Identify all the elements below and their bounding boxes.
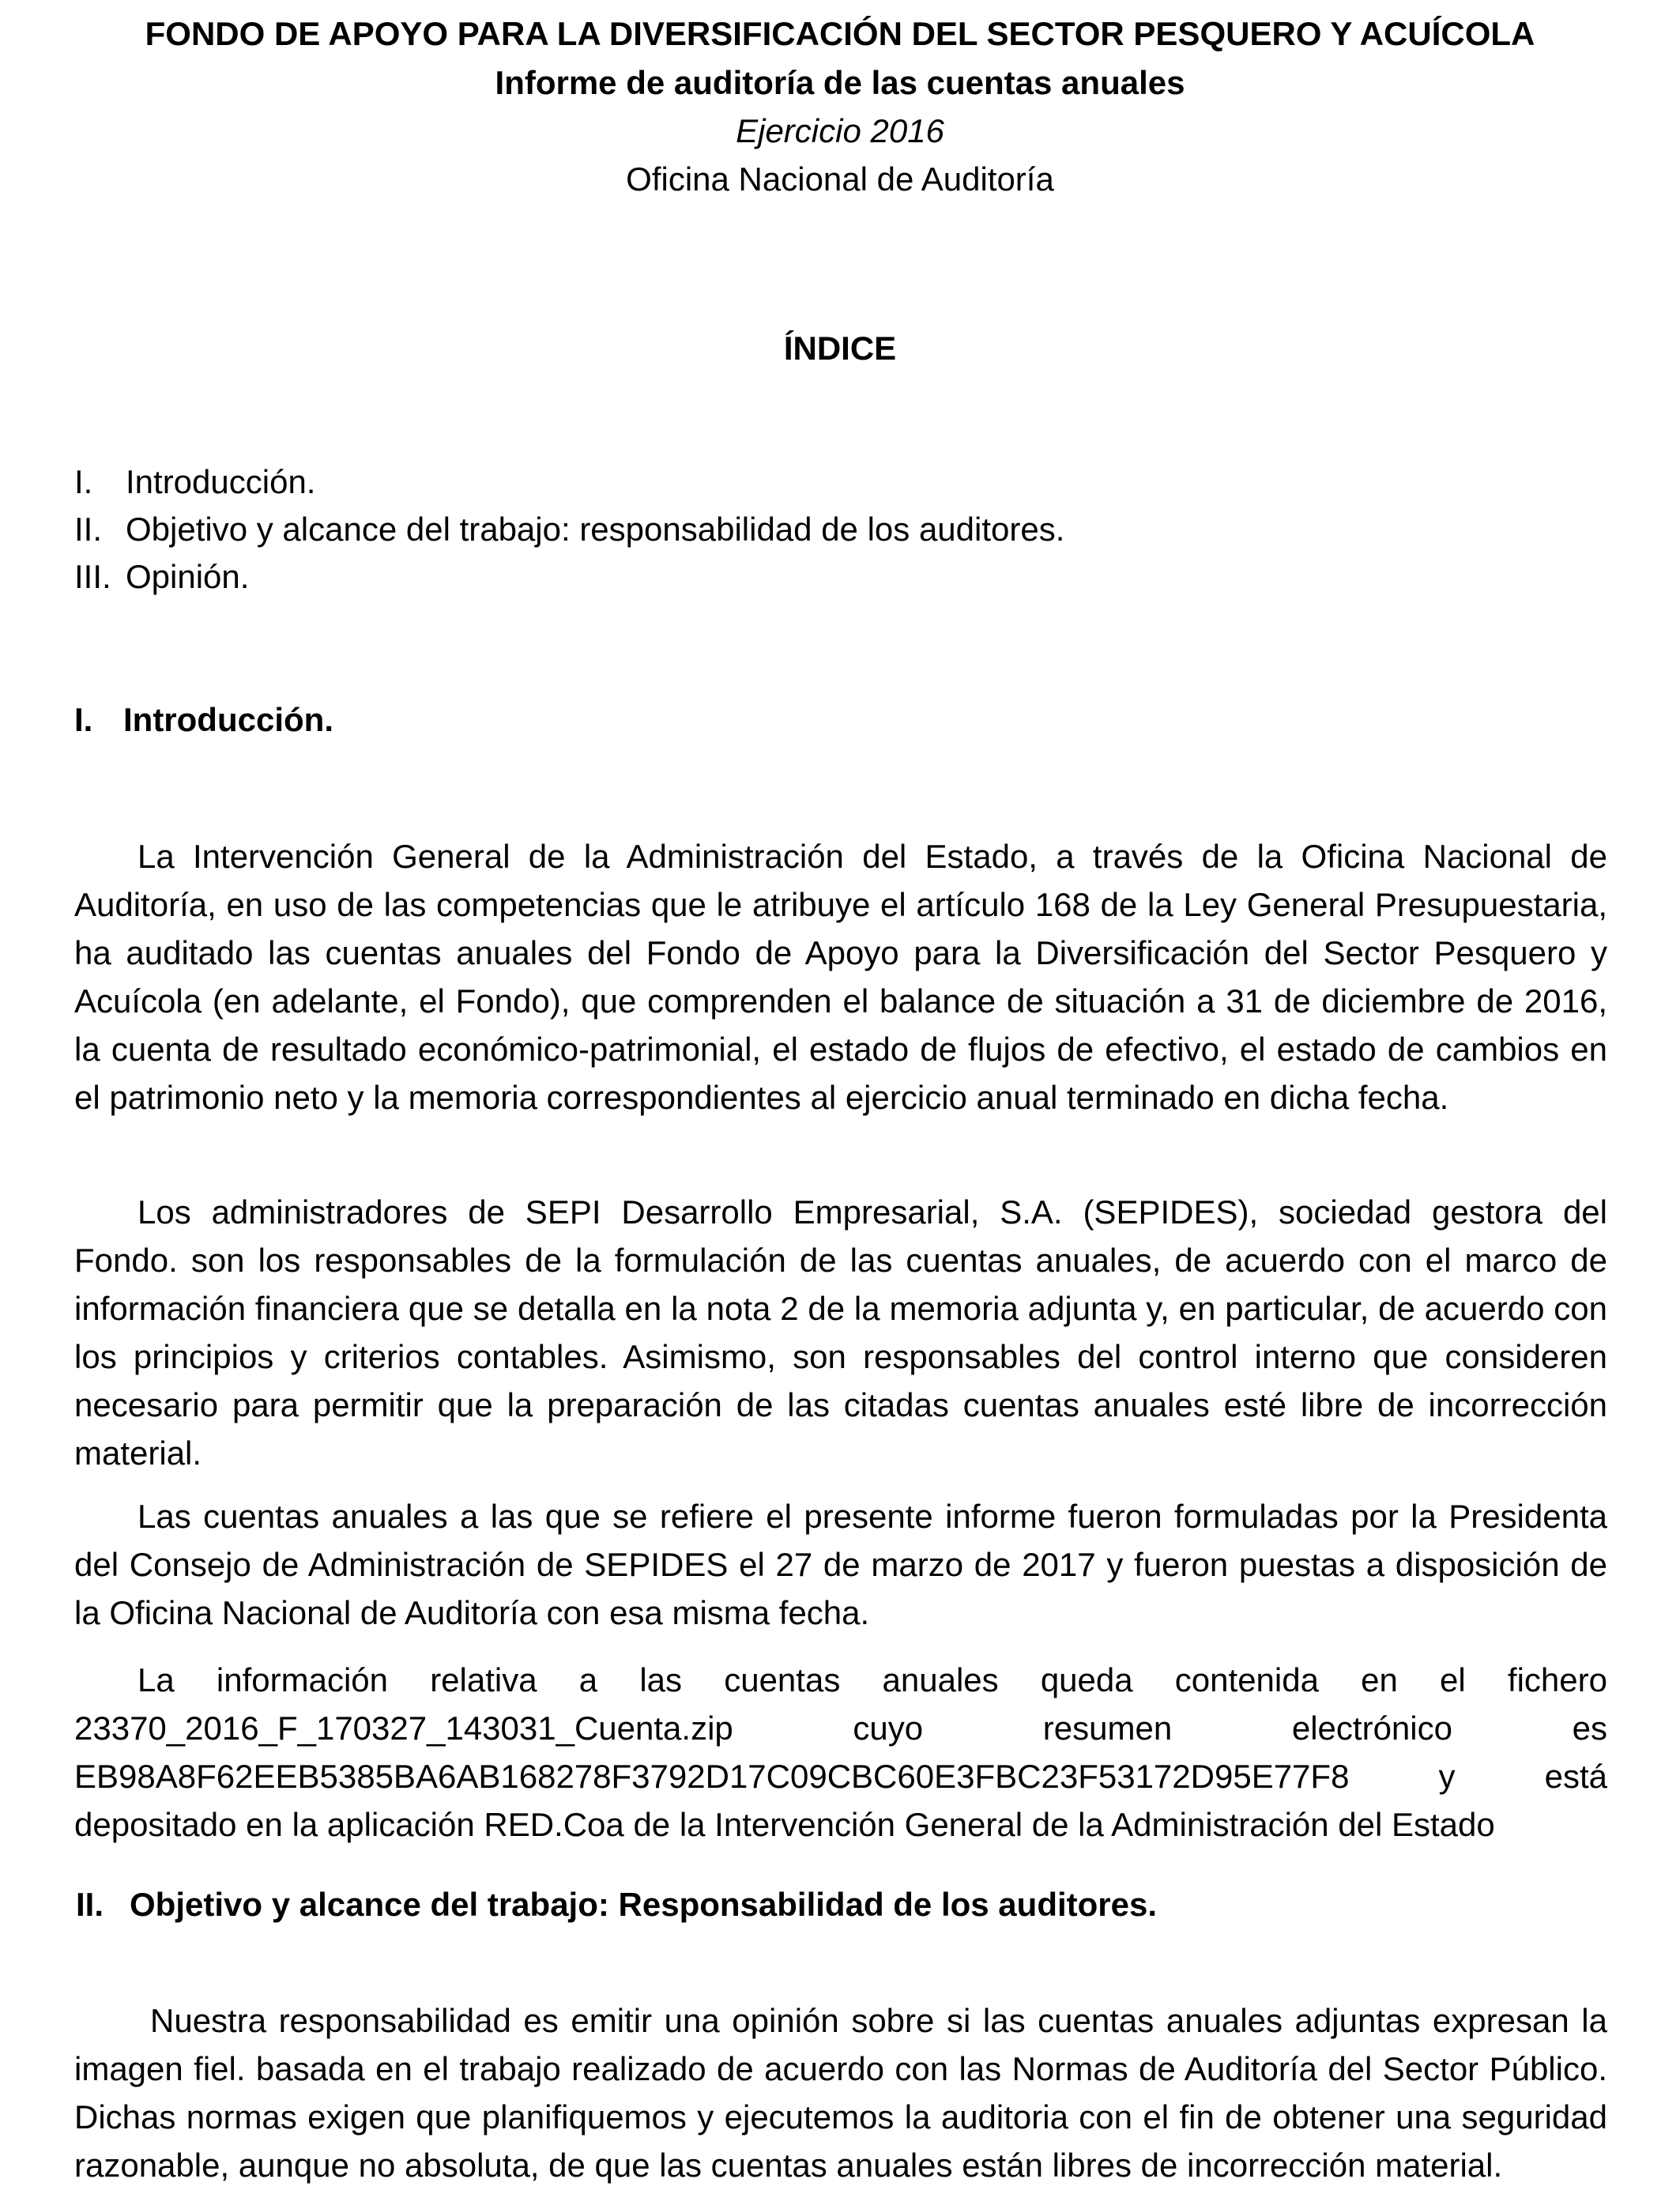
toc-item-label: Objetivo y alcance del trabajo: responsabilidad de los auditores. xyxy=(126,511,1065,548)
paragraph-introduction-4: La información relativa a las cuentas anuales queda contenida en el fichero 23370_2016_F_170327_143031_Cuenta.zip cuyo resumen electrónico es EB98A8F62EEB5385BA6AB168278F3792D17C09CBC60E3FBC23F53172D95E77F8 y está depositado en la aplicación RED.Coa de la Intervención General de la Administración del Estado xyxy=(74,1661,1607,1843)
toc-item-number: III. xyxy=(74,558,111,595)
paragraph-introduction-1: La Intervención General de la Administración del Estado, a través de la Oficina Nacional de Auditoría, en uso de las competencias que le atribuye el artículo 168 de la Ley General Presupuestaria, ha auditado las cuentas anuales del Fondo de Apoyo para la Diversificación del Sector Pesquero y Acuícola (en adelante, el Fondo), que comprenden el balance de situación a 31 de diciembre de 2016, la cuenta de resultado económico-patrimonial, el estado de flujos de efectivo, el estado de cambios en el patrimonio neto y la memoria correspondientes al ejercicio anual terminado en dicha fecha. xyxy=(74,838,1607,1116)
section-title: Introducción. xyxy=(123,701,333,738)
paragraph-introduction-3: Las cuentas anuales a las que se refiere el presente informe fueron formuladas por la Presidenta del Consejo de Administración de SEPIDES el 27 de marzo de 2017 y fueron puestas a disposición de la Oficina Nacional de Auditoría con esa misma fecha. xyxy=(74,1498,1607,1631)
section-number: I. xyxy=(74,701,93,738)
document-period: Ejercicio 2016 xyxy=(736,112,944,149)
toc-item-number: I. xyxy=(74,463,93,500)
paragraph-objective-1: Nuestra responsabilidad es emitir una opinión sobre si las cuentas anuales adjuntas expresan la imagen fiel. basada en el trabajo realizado de acuerdo con las Normas de Auditoría del Sector Público. Dichas normas exigen que planifiquemos y ejecutemos la auditoria con el fin de obtener una seguridad razonable, aunque no absoluta, de que las cuentas anuales están libres de incorrección material. xyxy=(74,2002,1607,2184)
section-title: Objetivo y alcance del trabajo: Responsabilidad de los auditores. xyxy=(130,1886,1158,1923)
section-number: II. xyxy=(76,1886,104,1923)
toc-item-number: II. xyxy=(74,511,103,548)
document-subtitle: Informe de auditoría de las cuentas anuales xyxy=(495,64,1185,101)
document-title: FONDO DE APOYO PARA LA DIVERSIFICACIÓN DEL SECTOR PESQUERO Y ACUÍCOLA xyxy=(145,15,1535,52)
index-title: ÍNDICE xyxy=(783,330,897,367)
toc-item-label: Opinión. xyxy=(126,558,250,595)
toc-item-label: Introducción. xyxy=(126,463,316,500)
paragraph-introduction-2: Los administradores de SEPI Desarrollo Empresarial, S.A. (SEPIDES), sociedad gestora del Fondo. son los responsables de la formulación de las cuentas anuales, de acuerdo con el marco de información financiera que se detalla en la nota 2 de la memoria adjunta y, en particular, de acuerdo con los principios y criterios contables. Asimismo, son responsables del control interno que consideren necesario para permitir que la preparación de las citadas cuentas anuales esté libre de incorrección material. xyxy=(74,1193,1607,1472)
document-office: Oficina Nacional de Auditoría xyxy=(626,160,1054,198)
